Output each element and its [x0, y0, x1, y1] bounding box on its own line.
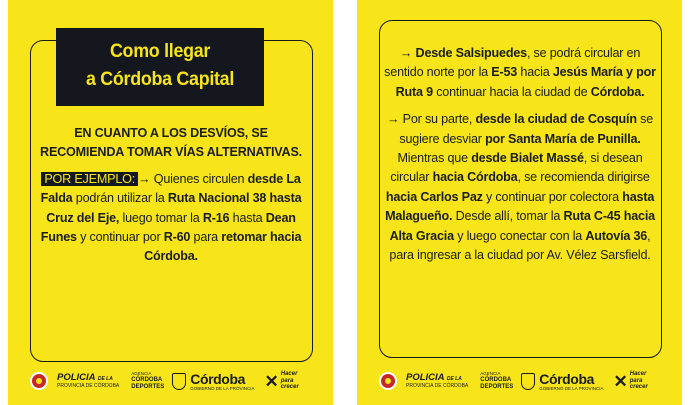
logo-footer [30, 370, 320, 392]
hacer-para-crecer-logo [281, 371, 299, 391]
text-run-bold: hacia Carlos Paz [385, 189, 483, 204]
cordoba-logo [190, 372, 254, 391]
province-shield-icon [172, 373, 186, 390]
police-seal-icon [379, 372, 397, 390]
text-run: , se podrá circular en sentido norte por la [384, 46, 641, 80]
example-label: POR EJEMPLO: [41, 172, 138, 186]
hacer-line-2: para [280, 377, 294, 384]
text-run-bold: hasta Malagueño. [385, 189, 655, 224]
salsipuedes-paragraph [381, 44, 659, 102]
hacer-line-1: Hacer [629, 371, 647, 378]
policia-de-la: DE LA [446, 376, 462, 382]
title-line-1: Como llegar [109, 41, 211, 62]
text-run-bold: E-53 [491, 65, 518, 80]
cordoba-sub: GOBIERNO DE LA PROVINCIA [190, 385, 255, 391]
agencia-deportes-logo [131, 371, 164, 391]
text-run-bold: Ruta C-45 hacia Alta Gracia [389, 209, 655, 243]
title-box [56, 28, 264, 106]
logo-footer [379, 370, 669, 392]
text-run: y continuar por colectora [482, 189, 623, 204]
text-run: hacia [517, 65, 553, 80]
policia-de-la: DE LA [97, 376, 113, 382]
info-card-left [8, 0, 333, 405]
policia-word: POLICIA [406, 372, 445, 383]
agencia-line-2: CÓRDOBA [480, 377, 512, 383]
text-run: y luego conectar con la [453, 228, 586, 243]
text-run-bold: por Santa María de Punilla. [485, 131, 641, 146]
hacer-line-2: para [629, 377, 643, 384]
agencia-line-2: CÓRDOBA [131, 377, 163, 383]
left-body-text [32, 124, 310, 267]
text-run-bold: R-60 [163, 230, 191, 245]
policia-sub: PROVINCIA DE CÓRDOBA [57, 383, 120, 389]
agencia-deportes-logo [480, 371, 513, 391]
text-run: podrán utilizar la [72, 191, 168, 206]
text-run: , para ingresar a la ciudad por Av. Vélez Sarsfield. [389, 228, 651, 263]
text-run-bold: desde La Falda [40, 171, 301, 206]
text-run-bold: Desde Salsipuedes [415, 46, 527, 60]
hacer-x-icon: ✕ [264, 371, 279, 391]
text-run: → [399, 46, 416, 60]
cordoba-word: Córdoba [190, 370, 246, 387]
agencia-word: AGENCIA [131, 371, 152, 376]
hacer-line-3: crecer [629, 384, 648, 391]
text-run-bold: R-16 [202, 210, 230, 225]
police-seal-icon [30, 372, 48, 390]
text-run-bold: Autovía 36 [585, 228, 648, 243]
text-run: y continuar por [76, 230, 164, 245]
text-run-bold: Dean Funes [40, 210, 296, 245]
policia-logo [406, 373, 468, 389]
policia-sub: PROVINCIA DE CÓRDOBA [406, 383, 469, 389]
cordoba-word: Córdoba [539, 370, 595, 387]
text-run-bold: Córdoba. [590, 84, 645, 99]
text-run: Desde allí, tomar la [452, 209, 564, 224]
text-run: continuar hacia la ciudad de [432, 84, 591, 99]
text-run-bold: desde la ciudad de Cosquín [475, 112, 637, 127]
cordoba-logo [539, 372, 603, 391]
agencia-line-3: DEPORTES [480, 384, 514, 390]
right-body-text [381, 44, 659, 265]
agencia-word: AGENCIA [480, 371, 501, 376]
detour-heading: EN CUANTO A LOS DESVÍOS, SE RECOMIENDA TOMAR VÍAS ALTERNATIVAS. [40, 126, 302, 160]
text-run: se sugiere desviar [399, 112, 654, 146]
text-run-bold: desde Bialet Massé [471, 151, 584, 166]
policia-word: POLICIA [57, 372, 96, 383]
text-run: → Quienes circulen [138, 171, 248, 186]
province-shield-icon [521, 373, 535, 390]
hacer-line-3: crecer [280, 384, 299, 391]
info-card-right [357, 0, 682, 405]
text-run: , se recomienda dirigirse [517, 170, 650, 185]
agencia-line-3: DEPORTES [131, 384, 165, 390]
example-paragraph [32, 170, 310, 267]
text-run-bold: Jesús María y por Ruta 9 [395, 65, 656, 99]
hacer-para-crecer-logo [630, 371, 648, 391]
text-run: , si desean circular [390, 151, 643, 185]
text-run-bold: Ruta Nacional 38 hasta Cruz del Eje, [46, 191, 302, 225]
hacer-line-1: Hacer [280, 371, 298, 378]
text-run: → Por su parte, [386, 112, 476, 127]
text-run: para [190, 230, 222, 245]
text-run: hasta [229, 210, 266, 225]
title-line-2: a Córdoba Capital [85, 69, 235, 90]
text-run: luego tomar la [119, 210, 203, 225]
text-run-bold: retomar hacia Córdoba. [144, 230, 302, 264]
text-run-bold: hacia Córdoba [432, 170, 518, 185]
policia-logo [57, 373, 119, 389]
text-run: Mientras que [397, 151, 472, 166]
cosquin-paragraph [381, 110, 659, 265]
cordoba-sub: GOBIERNO DE LA PROVINCIA [539, 385, 604, 391]
hacer-x-icon: ✕ [613, 371, 628, 391]
